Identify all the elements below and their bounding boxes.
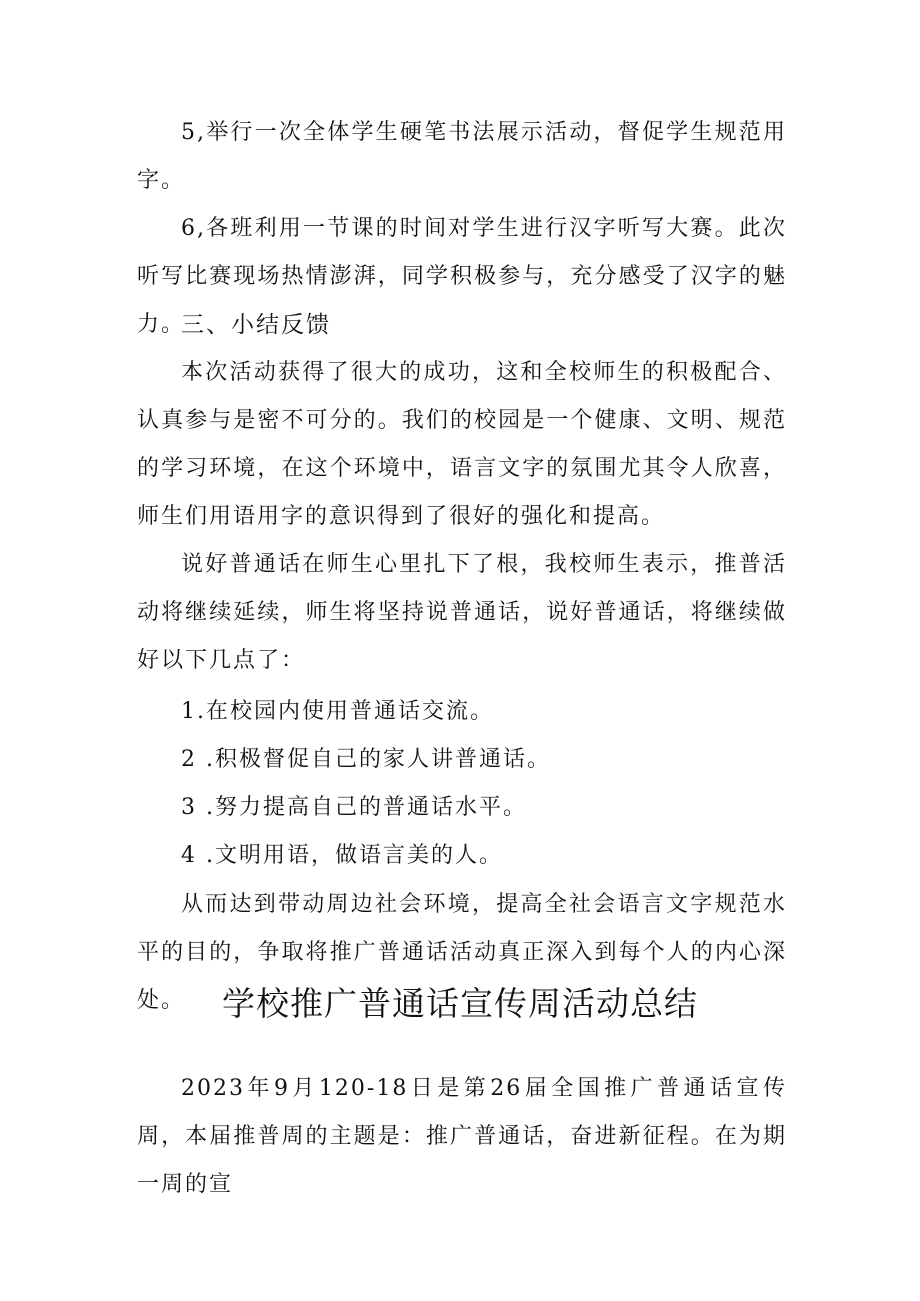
paragraph-goal: 从而达到带动周边社会环境，提高全社会语言文字规范水平的目的，争取将推广普通话活动真正深入到每个人的内心深处。 <box>137 892 787 1013</box>
list-item-1: 1.在校园内使用普通话交流。 <box>181 699 494 724</box>
list-item-2: 2 .积极督促自己的家人讲普通话。 <box>181 747 551 772</box>
paragraph-summary: 本次活动获得了很大的成功，这和全校师生的积极配合、认真参与是密不可分的。我们的校园是一个健康、文明、规范的学习环境，在这个环境中，语言文字的氛围尤其令人欣喜，师生们用语用字的意识得到了很好的强化和提高。 <box>137 360 787 529</box>
document-title: 学校推广普通话宣传周活动总结 <box>222 984 698 1023</box>
list-item-4: 4 .文明用语，做语言美的人。 <box>181 843 503 868</box>
paragraph-item-5: 5,举行一次全体学生硬笔书法展示活动，督促学生规范用字。 <box>137 120 787 193</box>
paragraph-continue: 说好普通话在师生心里扎下了根，我校师生表示，推普活动将继续延续，师生将坚持说普通话，说好普通话，将继续做好以下几点了： <box>137 552 787 673</box>
section-heading-summary: 三、小结反馈 <box>181 312 331 338</box>
paragraph-item-6: 6,各班利用一节课的时间对学生进行汉字听写大赛。此次听写比赛现场热情澎湃，同学积极参与，充分感受了汉字的魅力。 <box>137 216 787 337</box>
paragraph-intro: 2023年9月120-18日是第26届全国推广普通话宣传周，本届推普周的主题是：推广普通话，奋进新征程。在为期一周的宣 <box>137 1076 787 1197</box>
list-item-3: 3 .努力提高自己的普通话水平。 <box>181 795 527 820</box>
